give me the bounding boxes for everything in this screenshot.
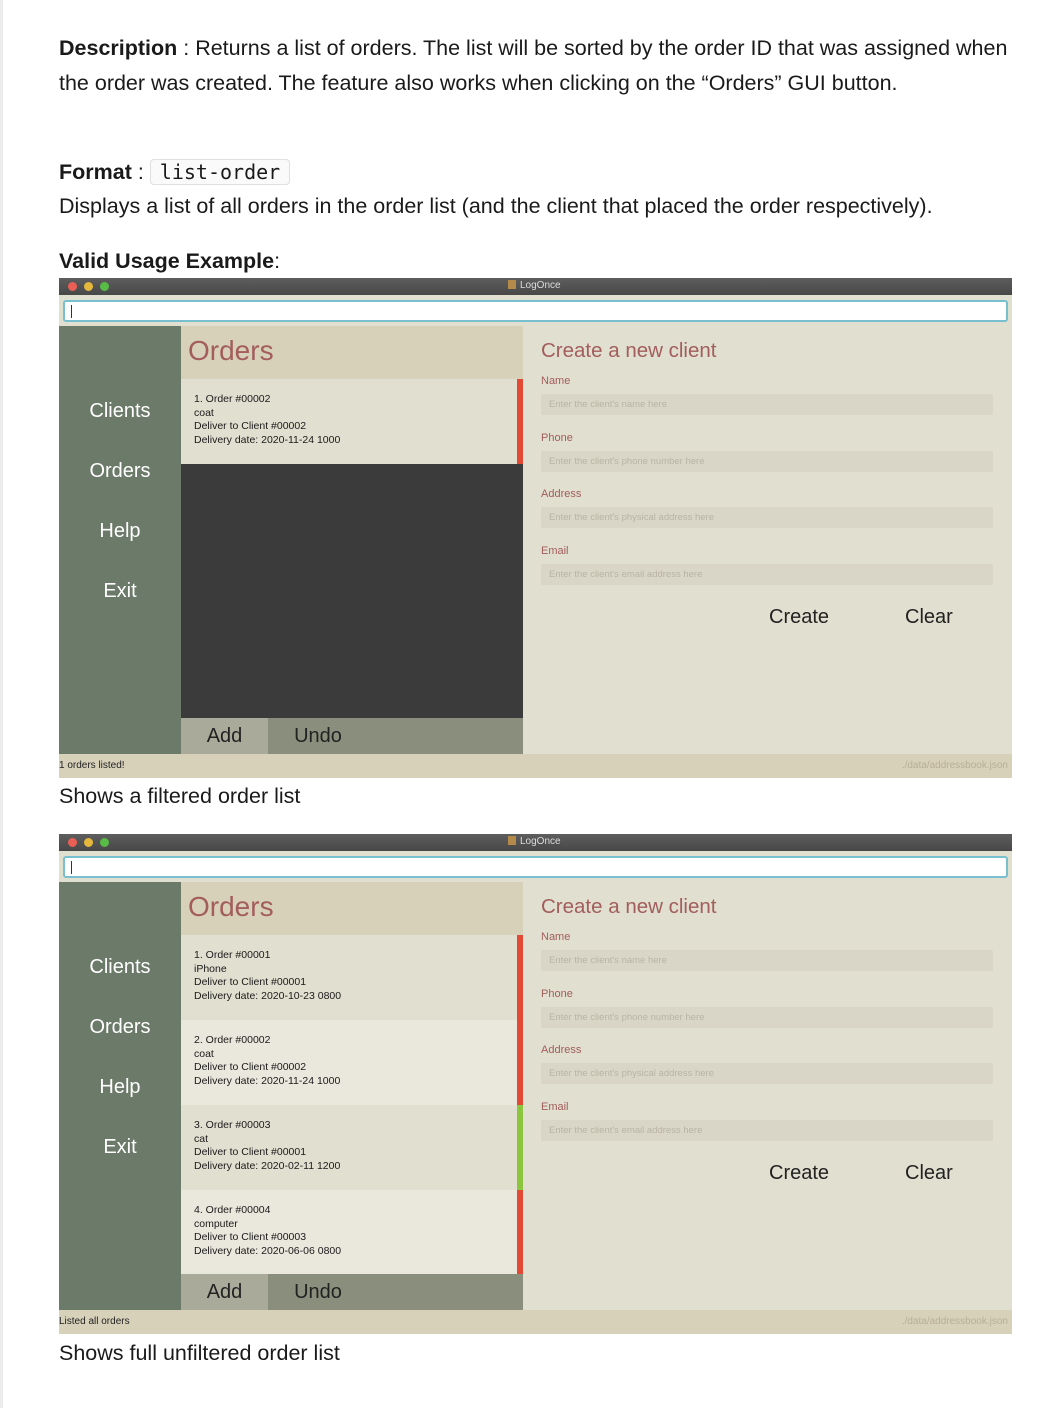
order-status-stripe	[517, 1105, 523, 1190]
valid-example-colon: :	[274, 249, 281, 273]
email-field[interactable]: Enter the client's email address here	[541, 564, 993, 585]
order-number: 3. Order #00003	[194, 1119, 271, 1131]
client-form	[524, 326, 1012, 754]
add-button[interactable]: Add	[181, 718, 268, 754]
nav-clients[interactable]: Clients	[89, 400, 151, 422]
order-item: coat	[194, 406, 214, 419]
format-separator: :	[131, 160, 150, 184]
order-card[interactable]	[181, 1190, 523, 1275]
nav-exit[interactable]: Exit	[103, 1136, 137, 1158]
order-card[interactable]	[181, 935, 523, 1020]
format-line	[59, 155, 290, 190]
order-number: 1. Order #00001	[194, 949, 271, 961]
text-caret	[71, 861, 72, 874]
nav-help[interactable]: Help	[99, 1076, 141, 1098]
order-delivery-date: Delivery date: 2020-11-24 1000	[194, 1075, 341, 1088]
close-window-button[interactable]	[68, 282, 77, 291]
minimize-window-button[interactable]	[84, 838, 93, 847]
sidebar	[59, 882, 181, 1310]
orders-title: Orders	[188, 891, 274, 922]
form-title: Create a new client	[541, 895, 717, 918]
email-field[interactable]: Enter the client's email address here	[541, 1120, 993, 1141]
minimize-window-button[interactable]	[84, 282, 93, 291]
app-icon	[508, 836, 516, 845]
order-client: Deliver to Client #00001	[194, 976, 307, 989]
app-window-screenshot	[59, 834, 1012, 1334]
phone-label: Phone	[541, 988, 573, 1000]
name-field[interactable]: Enter the client's name here	[541, 950, 993, 971]
order-card-text	[194, 949, 341, 1004]
order-delivery-date: Delivery date: 2020-10-23 0800	[194, 990, 342, 1003]
order-delivery-date: Delivery date: 2020-02-11 1200	[194, 1160, 341, 1173]
form-title: Create a new client	[541, 339, 717, 362]
screenshot-caption: Shows a filtered order list	[59, 784, 301, 808]
address-label: Address	[541, 488, 582, 500]
order-number: 2. Order #00002	[194, 1034, 271, 1046]
undo-button[interactable]: Undo	[294, 1281, 342, 1303]
clear-button[interactable]: Clear	[905, 606, 953, 628]
orders-panel	[181, 326, 523, 754]
app-icon	[508, 280, 516, 289]
command-input[interactable]	[63, 300, 1008, 322]
order-card[interactable]	[181, 379, 523, 464]
order-card[interactable]	[181, 1020, 523, 1105]
order-card-text	[194, 1119, 340, 1174]
window-titlebar	[59, 278, 1012, 295]
format-label: Format	[59, 160, 132, 184]
phone-label: Phone	[541, 432, 573, 444]
description-label: Description	[59, 36, 178, 60]
description-paragraph	[59, 31, 1019, 100]
format-code: list-order	[150, 159, 290, 185]
format-description: Displays a list of all orders in the order list (and the client that placed the order respectively).	[59, 194, 933, 218]
window-title-text: LogOnce	[520, 280, 561, 291]
add-button[interactable]: Add	[181, 1274, 268, 1310]
text-caret	[71, 305, 72, 318]
orders-button-bar	[181, 1274, 523, 1310]
order-client: Deliver to Client #00002	[194, 1061, 307, 1074]
order-delivery-date: Delivery date: 2020-06-06 0800	[194, 1245, 342, 1258]
description-text: : Returns a list of orders. The list will be sorted by the order ID that was assigned when the order was created. The feature also works when clicking on the “Orders” GUI button.	[59, 36, 1008, 95]
orders-title: Orders	[188, 335, 274, 366]
address-field[interactable]: Enter the client's physical address here	[541, 507, 993, 528]
window-title	[508, 280, 561, 291]
order-delivery-date: Delivery date: 2020-11-24 1000	[194, 434, 341, 447]
order-status-stripe	[517, 1020, 523, 1105]
status-bar	[59, 1310, 1012, 1334]
window-title	[508, 836, 561, 847]
email-label: Email	[541, 1101, 569, 1113]
order-card-text	[194, 393, 340, 448]
order-status-stripe	[517, 935, 523, 1020]
phone-field[interactable]: Enter the client's phone number here	[541, 451, 993, 472]
nav-exit[interactable]: Exit	[103, 580, 137, 602]
name-label: Name	[541, 931, 571, 943]
name-label: Name	[541, 375, 571, 387]
sidebar	[59, 326, 181, 754]
clear-button[interactable]: Clear	[905, 1162, 953, 1184]
order-number: 1. Order #00002	[194, 393, 271, 405]
window-titlebar	[59, 834, 1012, 851]
order-item: iPhone	[194, 962, 227, 975]
maximize-window-button[interactable]	[100, 838, 109, 847]
maximize-window-button[interactable]	[100, 282, 109, 291]
order-client: Deliver to Client #00001	[194, 1146, 307, 1159]
order-number: 4. Order #00004	[194, 1204, 271, 1216]
status-file-path: ./data/addressbook.json	[901, 1316, 1008, 1327]
status-file-path: ./data/addressbook.json	[901, 760, 1008, 771]
order-card-text	[194, 1034, 340, 1089]
nav-orders[interactable]: Orders	[89, 460, 151, 482]
screenshot-caption: Shows full unfiltered order list	[59, 1341, 340, 1365]
name-field[interactable]: Enter the client's name here	[541, 394, 993, 415]
order-item: coat	[194, 1047, 214, 1060]
nav-help[interactable]: Help	[99, 520, 141, 542]
order-status-stripe	[517, 379, 523, 464]
orders-panel	[181, 882, 523, 1310]
nav-orders[interactable]: Orders	[89, 1016, 151, 1038]
app-window-screenshot	[59, 278, 1012, 778]
orders-button-bar	[181, 718, 523, 754]
email-label: Email	[541, 545, 569, 557]
order-client: Deliver to Client #00002	[194, 420, 307, 433]
nav-clients[interactable]: Clients	[89, 956, 151, 978]
order-item: cat	[194, 1132, 209, 1145]
status-message: 1 orders listed!	[59, 760, 125, 771]
window-title-text: LogOnce	[520, 836, 561, 847]
order-card[interactable]	[181, 1105, 523, 1190]
close-window-button[interactable]	[68, 838, 77, 847]
order-client: Deliver to Client #00003	[194, 1231, 307, 1244]
order-card-text	[194, 1204, 341, 1259]
valid-example-label: Valid Usage Example	[59, 249, 275, 273]
status-message: Listed all orders	[59, 1316, 130, 1327]
phone-field[interactable]: Enter the client's phone number here	[541, 1007, 993, 1028]
undo-button[interactable]: Undo	[294, 725, 342, 747]
client-form	[524, 882, 1012, 1310]
create-button[interactable]: Create	[769, 1162, 830, 1184]
orders-header	[181, 882, 523, 935]
order-item: computer	[194, 1217, 238, 1230]
address-label: Address	[541, 1044, 582, 1056]
create-button[interactable]: Create	[769, 606, 830, 628]
address-field[interactable]: Enter the client's physical address here	[541, 1063, 993, 1084]
orders-header	[181, 326, 523, 379]
status-bar	[59, 754, 1012, 778]
order-status-stripe	[517, 1190, 523, 1275]
command-input[interactable]	[63, 856, 1008, 878]
valid-example-heading	[59, 244, 280, 279]
